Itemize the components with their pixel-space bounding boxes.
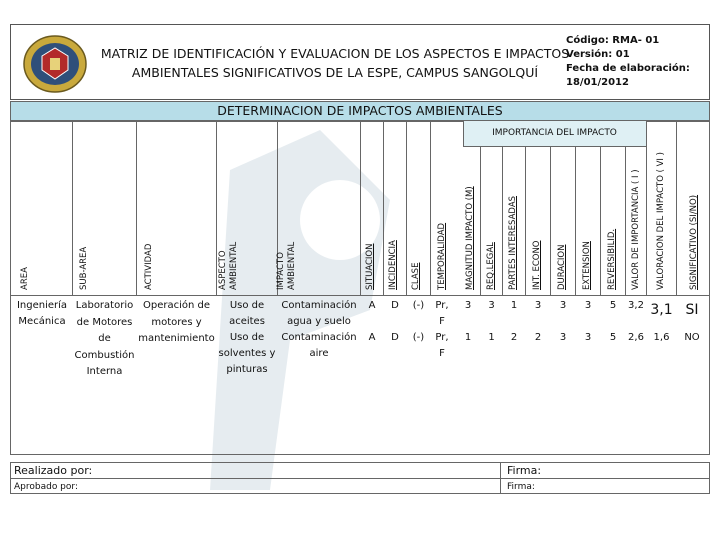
colhead-req-legal: REQ.LEGAL: [486, 242, 496, 290]
cell-magnitud: 1: [464, 332, 472, 343]
col-divider: [676, 121, 677, 295]
col-divider: [406, 121, 407, 295]
col-divider: [480, 147, 481, 295]
cell-duracion: 3: [559, 332, 567, 343]
cell-valor-imp: 2,6: [628, 332, 644, 343]
cell-partes: 1: [510, 300, 518, 311]
fecha-label: Fecha de elaboración:: [566, 63, 690, 74]
cell-situacion: A: [368, 332, 376, 343]
col-divider: [550, 147, 551, 295]
colhead-impacto: IMPACTO AMBIENTAL: [276, 241, 297, 290]
cell-duracion: 3: [559, 300, 567, 311]
col-divider: [625, 147, 626, 295]
cell-req-legal: 3: [488, 300, 495, 311]
cell-incidencia: D: [391, 332, 399, 343]
cell-valor-imp: 3,2: [628, 300, 644, 311]
cell-clase: (-): [412, 300, 425, 311]
cell-sub-area: Laboratorio de Motores de Combustión Interna: [74, 300, 135, 377]
col-divider: [600, 147, 601, 295]
header-row-divider: [10, 295, 710, 296]
cell-req-legal: 1: [488, 332, 495, 343]
colhead-actividad: ACTIVIDAD: [144, 243, 154, 290]
colhead-valor-imp: VALOR DE IMPORTANCIA ( I ): [631, 169, 641, 290]
colhead-situacion: SITUACION: [365, 243, 375, 290]
colhead-sub-area: SUB-AREA: [79, 246, 89, 290]
cell-valoracion: 3,1: [650, 302, 673, 318]
col-divider: [502, 147, 503, 295]
codigo: Código: RMA- 01: [566, 35, 660, 46]
col-divider: [72, 121, 73, 295]
cell-aspecto: Uso de aceites: [229, 300, 265, 327]
university-seal-icon: [22, 34, 88, 94]
colhead-incidencia: INCIDENCIA: [388, 240, 398, 290]
firma-aprobado: Firma:: [507, 482, 535, 492]
colhead-significativo: SIGNIFICATIVO (SI/NO): [689, 194, 699, 290]
fecha: 18/01/2012: [566, 77, 629, 88]
cell-reversibilid: 5: [609, 332, 617, 343]
cell-magnitud: 3: [464, 300, 472, 311]
cell-int-econo: 3: [534, 300, 542, 311]
cell-incidencia: D: [391, 300, 399, 311]
version: Versión: 01: [566, 49, 630, 60]
cell-situacion: A: [368, 300, 376, 311]
cell-clase: (-): [412, 332, 425, 343]
col-divider: [525, 147, 526, 295]
colhead-clase: CLASE: [411, 262, 421, 290]
cell-extension: 3: [584, 332, 592, 343]
document-metadata: [566, 34, 706, 90]
cell-impacto: Contaminación aire: [281, 332, 357, 359]
cell-significativo: SI: [685, 302, 699, 318]
cell-temporalidad: Pr, F: [435, 332, 449, 359]
colhead-valoracion: VALORACION DEL IMPACTO ( VI ): [656, 152, 666, 290]
colhead-temporalidad: TEMPORALIDAD: [437, 222, 447, 290]
importancia-label: IMPORTANCIA DEL IMPACTO: [492, 128, 617, 138]
col-divider: [430, 121, 431, 295]
cell-valoracion: 1,6: [653, 332, 670, 343]
cell-aspecto: Uso de solventes y pinturas: [218, 332, 276, 375]
colhead-duracion: DURACION: [557, 244, 567, 290]
realizado-label: Realizado por:: [14, 464, 93, 477]
colhead-int-econo: INT. ECONO: [532, 240, 542, 290]
cell-actividad: Operación de motores y mantenimiento: [138, 300, 215, 344]
cell-temporalidad: Pr, F: [435, 300, 449, 327]
document-title: MATRIZ DE IDENTIFICACIÓN Y EVALUACION DE LOS ASPECTOS E IMPACTOS AMBIENTALES SIGNIFICATIVOS DE LA ESPE, CAMPUS SANGOLQUÍ: [100, 46, 570, 80]
signature-divider-vertical: [500, 462, 501, 494]
colhead-area: AREA: [20, 267, 30, 290]
colhead-magnitud: MAGNITUD IMPACTO (M): [465, 186, 475, 290]
col-divider: [646, 121, 647, 295]
aprobado-label: Aprobado por:: [14, 482, 78, 492]
cell-partes: 2: [510, 332, 518, 343]
cell-extension: 3: [584, 300, 592, 311]
cell-int-econo: 2: [534, 332, 542, 343]
col-divider: [575, 147, 576, 295]
section-title: DETERMINACION DE IMPACTOS AMBIENTALES: [217, 103, 503, 118]
colhead-aspecto: ASPECTO AMBIENTAL: [218, 241, 239, 290]
firma-realizado: Firma:: [507, 464, 542, 477]
colhead-partes: PARTES INTERESADAS: [508, 195, 518, 290]
col-divider: [360, 121, 361, 295]
cell-area: Ingeniería Mecánica: [16, 300, 68, 327]
col-divider: [216, 121, 217, 295]
signature-divider: [10, 478, 710, 479]
cell-significativo: NO: [684, 332, 700, 343]
colhead-reversibilid: REVERSIBILID.: [607, 228, 617, 290]
colhead-extension: EXTENSION: [582, 241, 592, 290]
cell-reversibilid: 5: [609, 300, 617, 311]
col-divider: [136, 121, 137, 295]
col-divider: [383, 121, 384, 295]
cell-impacto: Contaminación agua y suelo: [281, 300, 357, 327]
